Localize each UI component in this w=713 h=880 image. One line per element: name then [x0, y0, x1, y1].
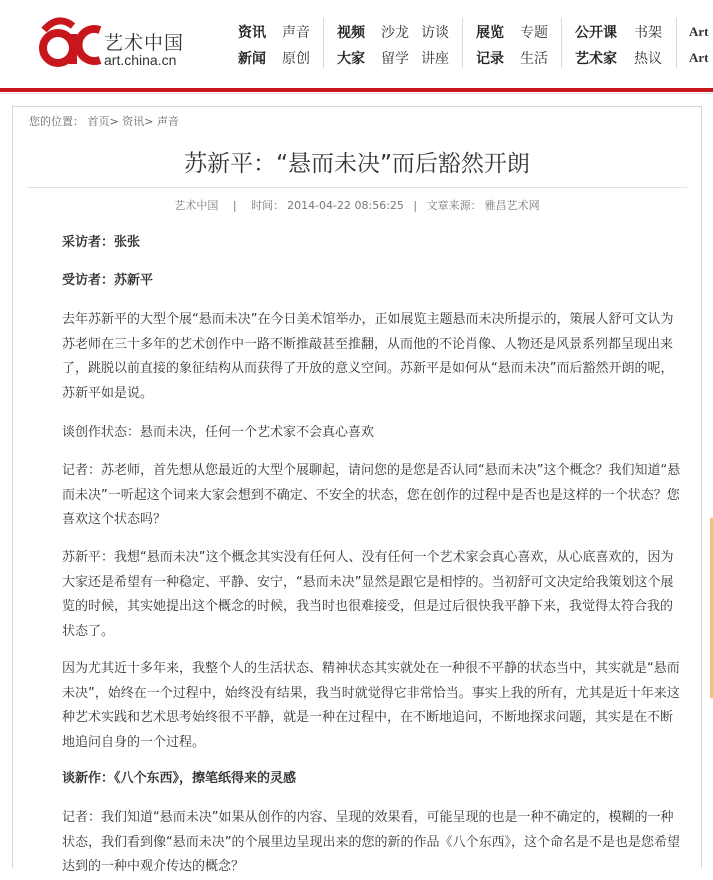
- meta-source-label: 文章来源：: [426, 199, 482, 212]
- nav-shipin[interactable]: 视频: [337, 25, 365, 41]
- nav-divider: [323, 18, 324, 68]
- logo-ac-mark: [38, 8, 102, 72]
- nav-zhanlan[interactable]: 展览: [476, 25, 504, 41]
- breadcrumb-prefix: 您的位置：: [29, 115, 84, 128]
- paragraph-intro-text: 去年苏新平的大型个展“悬而未决”在今日美术馆举办，正如展览主题悬而未决所提示的，策展人舒可文认为苏老师在三十多年的艺术创作中一路不断推敲甚至推翻，从而他的不论肖像、人物还是风景系列都呈现出来了，跳脱以前直接的象征结构从而获得了开放的意义空间。苏新平是如何从“悬而未决”而后豁然开朗的呢， 苏新平如是说。: [62, 312, 674, 401]
- header-red-rule: [0, 88, 713, 92]
- section-heading-1: 谈创作状态：悬而未决，任何一个艺术家不会真心喜欢: [62, 425, 375, 440]
- nav-liuxue[interactable]: 留学: [381, 51, 409, 67]
- section-heading-2: 谈新作：《八个东西》，擦笔纸得来的灵感: [62, 771, 297, 786]
- title-divider: [27, 187, 687, 188]
- paragraph-intro: [62, 308, 682, 406]
- meta-site: 艺术中国: [174, 199, 219, 212]
- nav-divider: [676, 18, 677, 68]
- meta-source: 雅昌艺术网: [484, 199, 540, 212]
- breadcrumb-separator: >: [144, 115, 154, 128]
- site-header: [0, 0, 713, 88]
- article-meta: [13, 197, 701, 213]
- nav-zhuanti[interactable]: 专题: [520, 25, 548, 41]
- nav-shujia[interactable]: 书架: [634, 25, 662, 41]
- nav-divider: [561, 18, 562, 68]
- logo-url: art.china.cn: [104, 52, 177, 68]
- meta-time-label: 时间：: [251, 199, 285, 212]
- nav-shenghuo[interactable]: 生活: [520, 51, 548, 67]
- nav-xinwen[interactable]: 新闻: [238, 51, 266, 67]
- nav-yishujia[interactable]: 艺术家: [575, 51, 617, 67]
- breadcrumb-home[interactable]: 首页: [87, 115, 110, 128]
- nav-art-1[interactable]: Art: [689, 24, 709, 39]
- nav-jilu[interactable]: 记录: [476, 51, 504, 67]
- nav-jiangzuo[interactable]: 讲座: [421, 51, 449, 67]
- nav-art-2[interactable]: Art: [689, 50, 709, 65]
- header-gray-rule: [0, 93, 713, 94]
- nav-reyi[interactable]: 热议: [634, 51, 662, 67]
- paragraph-answer-2: 因为尤其近十多年来，我整个人的生活状态、精神状态其实就处在一种很不平静的状态当中，其实就是“悬而未决”，始终在一个过程中，始终没有结果，我当时就觉得它非常恰当。事实上我的所有，尤其是近十年来这种艺术实践和艺术思考始终很不平静，就是一种在过程中，在不断地追问，不断地探求问题，其实是在不断地追问自身的一个过程。: [62, 661, 680, 750]
- breadcrumb-zixun[interactable]: 资讯: [122, 115, 145, 128]
- breadcrumb-shengyin[interactable]: 声音: [156, 115, 179, 128]
- interviewee-line: 受访者：苏新平: [62, 273, 154, 288]
- nav-divider: [462, 18, 463, 68]
- interviewer-line: 采访者：张张: [62, 235, 141, 250]
- paragraph-question-1: 记者：苏老师，首先想从您最近的大型个展聊起，请问您的是您是否认同“悬而未决”这个概念？我们知道“悬而未决”一听起这个词来大家会想到不确定、不安全的状态，您在创作的过程中是否也是这样的一个状态？您喜欢这个状态吗？: [62, 463, 681, 527]
- paragraph-answer-1: 苏新平：我想“悬而未决”这个概念其实没有任何人、没有任何一个艺术家会真心喜欢，从心底喜欢的，因为大家还是希望有一种稳定、平静、安宁，“悬而未决”显然是跟它是相悖的。当初舒可文决定给我策划这个展览的时候，其实她提出这个概念的时候，我当时也很难接受，但是过后很快我平静下来，我觉得太符合我的状态了。: [62, 550, 674, 639]
- meta-divider: |: [232, 199, 237, 212]
- nav-shalong[interactable]: 沙龙: [381, 25, 409, 41]
- breadcrumb: [29, 113, 179, 129]
- paragraph-question-2: 记者：我们知道“悬而未决”如果从创作的内容、呈现的效果看，可能呈现的也是一种不确定的，模糊的一种状态，我们看到像“悬而未决”的个展里边呈现出来的您的新的作品《八个东西》，这个命名是不是也是您希望达到的一种中观介传达的概念？: [62, 810, 680, 874]
- nav-dajia[interactable]: 大家: [337, 51, 365, 67]
- site-logo[interactable]: [38, 8, 198, 72]
- article-container: [12, 106, 702, 874]
- nav-fangtan[interactable]: 访谈: [421, 25, 449, 41]
- logo-name: 艺术中国: [104, 32, 185, 54]
- nav-shengyin[interactable]: 声音: [282, 25, 310, 41]
- meta-divider: |: [413, 199, 418, 212]
- nav-gongkaike[interactable]: 公开课: [575, 25, 617, 41]
- nav-yuanchuang[interactable]: 原创: [282, 51, 310, 67]
- meta-time: 2014-04-22 08:56:25: [287, 199, 404, 212]
- nav-zixun[interactable]: 资讯: [238, 25, 266, 41]
- breadcrumb-separator: >: [109, 115, 119, 128]
- article-title: 苏新平：“悬而未决”而后豁然开朗: [184, 151, 530, 177]
